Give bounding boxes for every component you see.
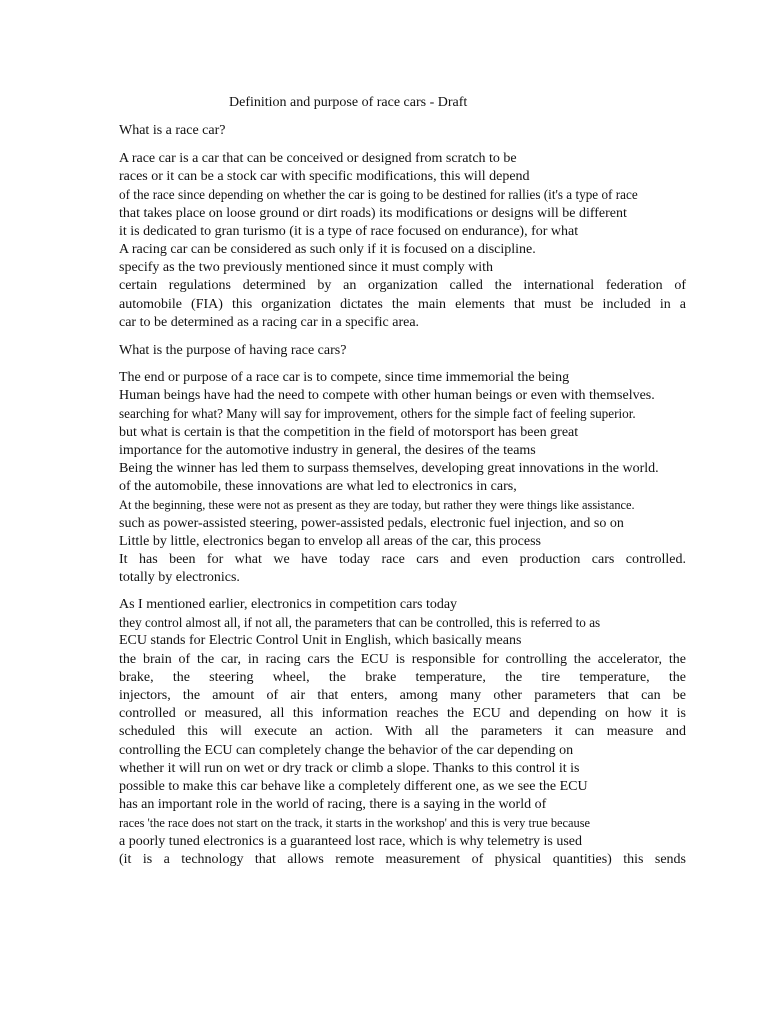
text-line: of the race since depending on whether the car is going to be destined for rallies (it's a type of race	[119, 187, 638, 203]
text-line: importance for the automotive industry in general, the desires of the teams	[119, 442, 536, 458]
text-line: the brain of the car, in racing cars the ECU is responsible for controlling the accelerator, the	[119, 651, 686, 667]
text-line: automobile (FIA) this organization dictates the main elements that must be included in a	[119, 296, 686, 312]
text-line: controlling the ECU can completely change the behavior of the car depending on	[119, 742, 574, 758]
text-line: it is dedicated to gran turismo (it is a type of race focused on endurance), for what	[119, 223, 579, 239]
text-line: possible to make this car behave like a completely different one, as we see the ECU	[119, 779, 588, 795]
text-line: injectors, the amount of air that enters, among many other parameters that can be	[119, 688, 686, 704]
text-line: As I mentioned earlier, electronics in competition cars today	[119, 597, 458, 612]
text-line: specify as the two previously mentioned since it must comply with	[119, 260, 494, 276]
paragraph-race-car-definition	[119, 150, 686, 332]
text-line: whether it will run on wet or dry track or climb a slope. Thanks to this control it is	[119, 760, 580, 776]
text-line: that takes place on loose ground or dirt roads) its modifications or designs will be different	[119, 205, 627, 221]
text-line: The end or purpose of a race car is to compete, since time immemorial the being	[119, 370, 570, 385]
paragraph-ecu-electronics	[119, 596, 686, 869]
paragraph-race-car-purpose	[119, 369, 686, 587]
text-line: brake, the steering wheel, the brake temperature, the tire temperature, the	[119, 669, 686, 685]
text-line: certain regulations determined by an organization called the international federation of	[119, 278, 686, 294]
text-line: At the beginning, these were not as present as they are today, but rather they were things like assistance.	[119, 498, 635, 513]
text-line: (it is a technology that allows remote measurement of physical quantities) this sends	[119, 851, 686, 867]
section-heading-what-is-race-car: What is a race car?	[119, 123, 226, 138]
text-line: races or it can be a stock car with specific modifications, this will depend	[119, 169, 530, 185]
text-line: of the automobile, these innovations are what led to electronics in cars,	[119, 479, 517, 495]
text-line: Human beings have had the need to compete with other human beings or even with themselves.	[119, 388, 655, 404]
text-line: car to be determined as a racing car in a specific area.	[119, 314, 420, 330]
text-line: A race car is a car that can be conceived or designed from scratch to be	[119, 151, 517, 166]
document-title: Definition and purpose of race cars - Draft	[229, 95, 468, 110]
text-line: ECU stands for Electric Control Unit in English, which basically means	[119, 633, 522, 649]
text-line: Being the winner has led them to surpass themselves, developing great innovations in the world.	[119, 461, 659, 477]
text-line: scheduled this will execute an action. With all the parameters it can measure and	[119, 724, 686, 740]
text-line: but what is certain is that the competition in the field of motorsport has been great	[119, 424, 579, 440]
text-line: Little by little, electronics began to envelop all areas of the car, this process	[119, 533, 542, 549]
text-line: races 'the race does not start on the track, it starts in the workshop' and this is very true because	[119, 816, 591, 831]
text-line: such as power-assisted steering, power-assisted pedals, electronic fuel injection, and so on	[119, 515, 624, 531]
text-line: has an important role in the world of racing, there is a saying in the world of	[119, 797, 547, 813]
text-line: A racing car can be considered as such only if it is focused on a discipline.	[119, 242, 536, 258]
text-line: searching for what? Many will say for improvement, others for the simple fact of feeling superior.	[119, 406, 636, 422]
section-heading-purpose: What is the purpose of having race cars?	[119, 343, 347, 358]
text-line: controlled or measured, all this information reaches the ECU and depending on how it is	[119, 706, 686, 722]
text-line: a poorly tuned electronics is a guaranteed lost race, which is why telemetry is used	[119, 833, 583, 849]
text-line: they control almost all, if not all, the parameters that can be controlled, this is referred to as	[119, 615, 601, 631]
text-line: totally by electronics.	[119, 570, 240, 586]
text-line: It has been for what we have today race cars and even production cars controlled.	[119, 552, 686, 568]
